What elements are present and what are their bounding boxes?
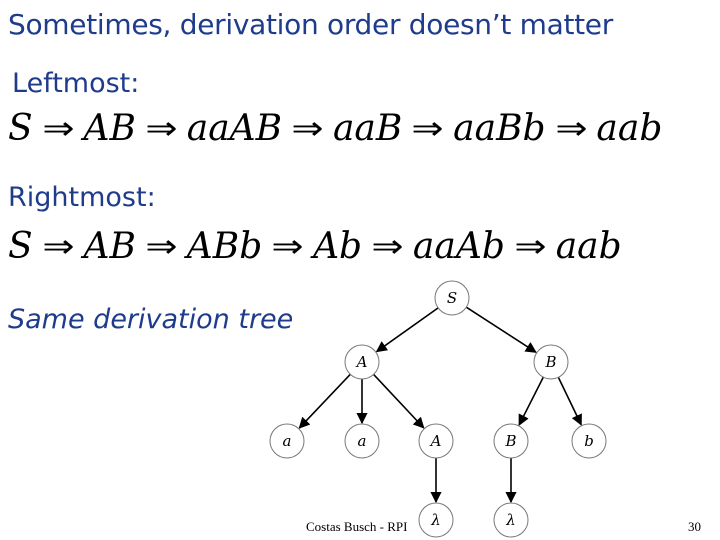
derives-arrow: ⇒ — [291, 109, 324, 147]
footer-credit: Costas Busch - RPI — [306, 519, 408, 534]
derivation-step: S — [8, 225, 33, 267]
derivation-step: aaAb — [412, 225, 505, 267]
leftmost-label: Leftmost: — [12, 68, 140, 99]
derives-arrow: ⇒ — [145, 227, 178, 265]
tree-node-B2 — [494, 424, 528, 458]
tree-node-lam2 — [494, 503, 528, 537]
slide-title: Sometimes, derivation order doesn’t matter — [8, 8, 613, 41]
derives-arrow: ⇒ — [271, 227, 304, 265]
tree-node-A2 — [419, 424, 453, 458]
tree-node-label: B — [545, 353, 557, 371]
tree-node-lam1 — [419, 503, 453, 537]
tree-edge-A-A2 — [374, 374, 424, 427]
derives-arrow: ⇒ — [145, 109, 178, 147]
derives-arrow: ⇒ — [41, 109, 75, 147]
rightmost-label: Rightmost: — [8, 182, 156, 213]
tree-node-a1 — [270, 424, 304, 458]
derivation-step: aaAB — [186, 107, 283, 149]
tree-node-S — [435, 281, 469, 315]
tree-node-a2 — [345, 424, 379, 458]
tree-node-B — [534, 345, 568, 379]
derivation-step: AB — [83, 225, 136, 267]
tree-node-A — [345, 345, 379, 379]
derivation-step: aab — [596, 107, 663, 149]
tree-node-label: S — [446, 289, 458, 307]
tree-edge-B-B2 — [519, 377, 543, 425]
tree-node-label: a — [282, 432, 292, 450]
page-number: 30 — [688, 519, 701, 534]
derives-arrow: ⇒ — [411, 109, 444, 147]
tree-node-label: A — [430, 432, 442, 450]
tree-caption: Same derivation tree — [8, 304, 294, 335]
derivation-step: aab — [555, 225, 622, 267]
tree-node-label: A — [356, 353, 368, 371]
derivation-step: AB — [83, 107, 136, 149]
tree-node-label: b — [584, 432, 594, 450]
tree-edge-A-a1 — [299, 374, 350, 428]
derivation-step: ABb — [186, 225, 263, 267]
tree-edge-S-B — [466, 307, 536, 352]
derivation-step: aaBb — [453, 107, 546, 149]
tree-node-label: λ — [431, 511, 441, 529]
derives-arrow: ⇒ — [514, 227, 547, 265]
tree-edge-B-b — [558, 377, 581, 424]
derives-arrow: ⇒ — [554, 109, 588, 147]
tree-node-label: B — [505, 432, 517, 450]
tree-node-label: a — [357, 432, 367, 450]
derivation-step: S — [8, 107, 33, 149]
derives-arrow: ⇒ — [371, 227, 404, 265]
derives-arrow: ⇒ — [41, 227, 75, 265]
derivation-step: aaB — [332, 107, 403, 149]
tree-node-b — [572, 424, 606, 458]
derivation-step: Ab — [313, 225, 363, 267]
tree-node-label: λ — [506, 511, 516, 529]
tree-edge-S-A — [377, 308, 438, 352]
